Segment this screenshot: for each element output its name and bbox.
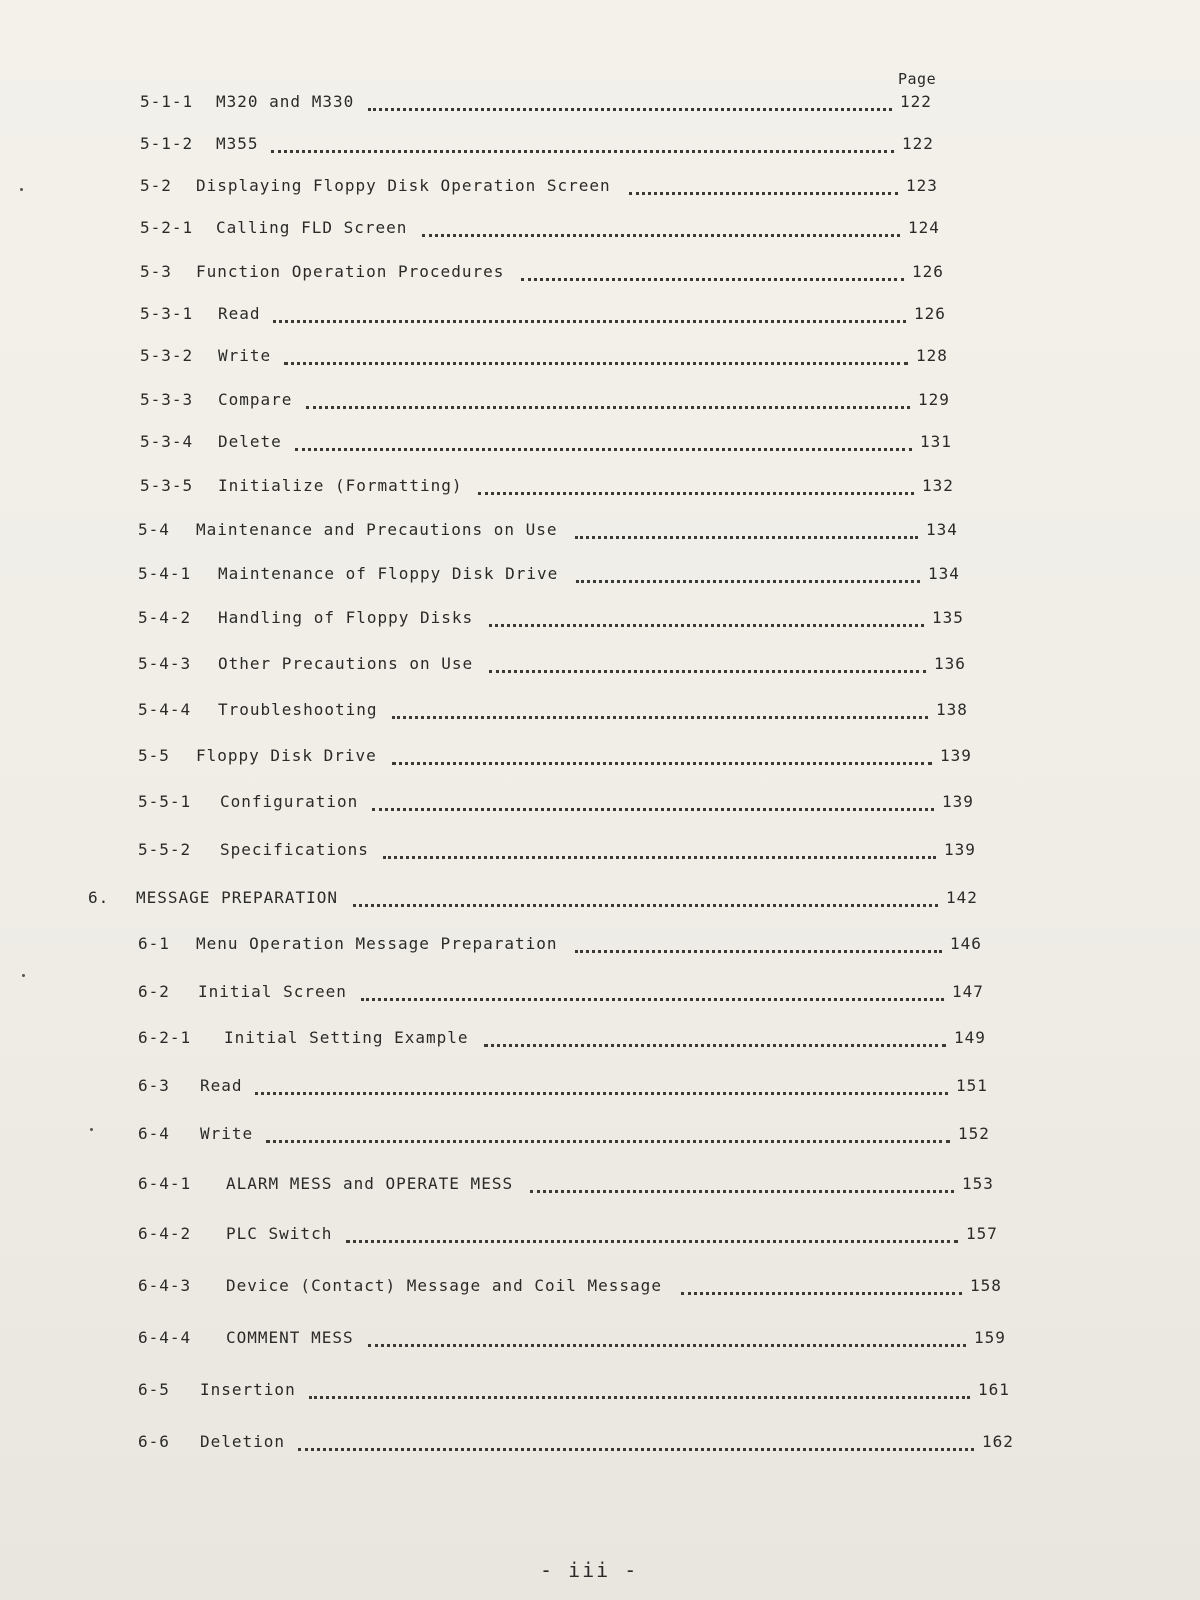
section-number: 6-4-4 <box>138 1328 192 1347</box>
section-number: 6-2-1 <box>138 1028 192 1047</box>
section-number: 6-3 <box>138 1076 170 1095</box>
dot-leader <box>255 1086 948 1095</box>
toc-entry <box>0 1380 1200 1404</box>
page-number-ref: 157 <box>966 1224 998 1243</box>
toc-entry <box>0 432 1200 456</box>
section-title: Read <box>218 304 261 323</box>
section-title: Device (Contact) Message and Coil Message <box>226 1276 662 1295</box>
toc-entry <box>0 218 1200 242</box>
toc-entry <box>0 1028 1200 1052</box>
section-title: Function Operation Procedures <box>196 262 505 281</box>
dot-leader <box>353 898 938 907</box>
page-number-ref: 147 <box>952 982 984 1001</box>
page-number-ref: 126 <box>914 304 946 323</box>
toc-entry <box>0 262 1200 286</box>
toc-entry <box>0 134 1200 158</box>
section-number: 5-4-2 <box>138 608 192 627</box>
page-number-ref: 139 <box>940 746 972 765</box>
section-title: Calling FLD Screen <box>216 218 408 237</box>
section-number: 5-1-1 <box>140 92 194 111</box>
section-number: 6. <box>88 888 110 907</box>
section-number: 6-1 <box>138 934 170 953</box>
section-title: Menu Operation Message Preparation <box>196 934 558 953</box>
toc-entry <box>0 346 1200 370</box>
page-number-ref: 139 <box>944 840 976 859</box>
section-title: Deletion <box>200 1432 286 1451</box>
section-number: 5-4 <box>138 520 170 539</box>
toc-entry <box>0 92 1200 116</box>
dot-leader <box>368 102 892 111</box>
dot-leader <box>521 272 904 281</box>
toc-entry <box>0 1432 1200 1456</box>
page-number-ref: 123 <box>906 176 938 195</box>
toc-entry <box>0 520 1200 544</box>
section-title: Initialize (Formatting) <box>218 476 463 495</box>
page-number-ref: 134 <box>928 564 960 583</box>
toc-entry <box>0 840 1200 864</box>
section-number: 6-6 <box>138 1432 170 1451</box>
toc-entry <box>0 700 1200 724</box>
section-number: 6-2 <box>138 982 170 1001</box>
dot-leader <box>368 1338 966 1347</box>
section-title: Specifications <box>220 840 369 859</box>
dot-leader <box>681 1286 962 1295</box>
page-number-ref: 159 <box>974 1328 1006 1347</box>
toc-entry <box>0 982 1200 1006</box>
page-number-ref: 149 <box>954 1028 986 1047</box>
dot-leader <box>298 1442 974 1451</box>
page-number-ref: 128 <box>916 346 948 365</box>
section-title: Initial Screen <box>198 982 347 1001</box>
section-number: 5-1-2 <box>140 134 194 153</box>
dot-leader <box>530 1184 954 1193</box>
dot-leader <box>422 228 900 237</box>
toc-entry <box>0 608 1200 632</box>
section-title: Write <box>218 346 272 365</box>
section-number: 5-3-1 <box>140 304 194 323</box>
section-title: Troubleshooting <box>218 700 378 719</box>
section-title: Write <box>200 1124 254 1143</box>
page-column-header: Page <box>898 70 937 88</box>
dot-leader <box>575 530 918 539</box>
page-number-ref: 139 <box>942 792 974 811</box>
section-title: Handling of Floppy Disks <box>218 608 474 627</box>
section-title: COMMENT MESS <box>226 1328 354 1347</box>
section-number: 6-4-1 <box>138 1174 192 1193</box>
section-number: 5-3-4 <box>140 432 194 451</box>
dot-leader <box>575 944 942 953</box>
toc-entry <box>0 390 1200 414</box>
section-number: 5-3-5 <box>140 476 194 495</box>
section-title: PLC Switch <box>226 1224 333 1243</box>
dot-leader <box>392 756 932 765</box>
section-number: 5-5-1 <box>138 792 192 811</box>
toc-entry <box>0 746 1200 770</box>
toc-entry <box>0 476 1200 500</box>
page-number-ref: 158 <box>970 1276 1002 1295</box>
section-title: ALARM MESS and OPERATE MESS <box>226 1174 514 1193</box>
toc-entry <box>0 1174 1200 1198</box>
section-number: 5-4-4 <box>138 700 192 719</box>
page-number-ref: 134 <box>926 520 958 539</box>
page-number-ref: 126 <box>912 262 944 281</box>
page-number-ref: 136 <box>934 654 966 673</box>
page-number-ref: 138 <box>936 700 968 719</box>
dot-leader <box>489 664 926 673</box>
section-number: 5-4-3 <box>138 654 192 673</box>
section-title: Initial Setting Example <box>224 1028 469 1047</box>
dot-leader <box>361 992 944 1001</box>
dot-leader <box>295 442 912 451</box>
section-number: 5-3-2 <box>140 346 194 365</box>
toc-entry <box>0 792 1200 816</box>
dot-leader <box>576 574 920 583</box>
page-number-ref: 122 <box>902 134 934 153</box>
page-number-ref: 153 <box>962 1174 994 1193</box>
section-title: Insertion <box>200 1380 296 1399</box>
section-title: M320 and M330 <box>216 92 355 111</box>
section-title: Compare <box>218 390 293 409</box>
page-number-ref: 146 <box>950 934 982 953</box>
paper-speck <box>90 1128 93 1131</box>
page-number-ref: 161 <box>978 1380 1010 1399</box>
toc-entry <box>0 1328 1200 1352</box>
page-number-ref: 131 <box>920 432 952 451</box>
section-title: Read <box>200 1076 243 1095</box>
section-title: Delete <box>218 432 282 451</box>
page-number-ref: 151 <box>956 1076 988 1095</box>
page-number: - iii - <box>540 1558 639 1582</box>
page-number-ref: 142 <box>946 888 978 907</box>
toc-entry <box>0 176 1200 200</box>
toc-entry <box>0 1076 1200 1100</box>
section-number: 5-3-3 <box>140 390 194 409</box>
section-number: 5-4-1 <box>138 564 192 583</box>
section-title: Displaying Floppy Disk Operation Screen <box>196 176 611 195</box>
section-title: Floppy Disk Drive <box>196 746 377 765</box>
section-number: 6-5 <box>138 1380 170 1399</box>
section-number: 5-5-2 <box>138 840 192 859</box>
dot-leader <box>266 1134 950 1143</box>
section-number: 6-4-2 <box>138 1224 192 1243</box>
page-number-ref: 162 <box>982 1432 1014 1451</box>
dot-leader <box>284 356 908 365</box>
toc-entry <box>0 304 1200 328</box>
section-number: 5-2-1 <box>140 218 194 237</box>
toc-entry <box>0 564 1200 588</box>
page-number-ref: 124 <box>908 218 940 237</box>
dot-leader <box>629 186 898 195</box>
page-number-ref: 132 <box>922 476 954 495</box>
dot-leader <box>484 1038 946 1047</box>
section-number: 5-3 <box>140 262 172 281</box>
dot-leader <box>271 144 894 153</box>
dot-leader <box>383 850 936 859</box>
dot-leader <box>372 802 934 811</box>
dot-leader <box>346 1234 958 1243</box>
section-title: Configuration <box>220 792 359 811</box>
dot-leader <box>478 486 914 495</box>
dot-leader <box>489 618 924 627</box>
page-number-ref: 152 <box>958 1124 990 1143</box>
section-number: 5-2 <box>140 176 172 195</box>
toc-entry <box>0 934 1200 958</box>
section-title: Maintenance and Precautions on Use <box>196 520 558 539</box>
page-number-ref: 122 <box>900 92 932 111</box>
page-number-ref: 135 <box>932 608 964 627</box>
section-title: Other Precautions on Use <box>218 654 474 673</box>
toc-entry <box>0 654 1200 678</box>
toc-entry <box>0 1276 1200 1300</box>
section-number: 6-4 <box>138 1124 170 1143</box>
paper-speck <box>20 188 23 191</box>
dot-leader <box>273 314 906 323</box>
section-title: M355 <box>216 134 259 153</box>
section-title: Maintenance of Floppy Disk Drive <box>218 564 559 583</box>
dot-leader <box>306 400 910 409</box>
section-number: 6-4-3 <box>138 1276 192 1295</box>
dot-leader <box>309 1390 970 1399</box>
section-title: MESSAGE PREPARATION <box>136 888 339 907</box>
page-number-ref: 129 <box>918 390 950 409</box>
paper-speck <box>22 974 25 977</box>
section-number: 5-5 <box>138 746 170 765</box>
toc-entry <box>0 1224 1200 1248</box>
toc-entry <box>0 888 1200 912</box>
toc-entry <box>0 1124 1200 1148</box>
dot-leader <box>392 710 928 719</box>
